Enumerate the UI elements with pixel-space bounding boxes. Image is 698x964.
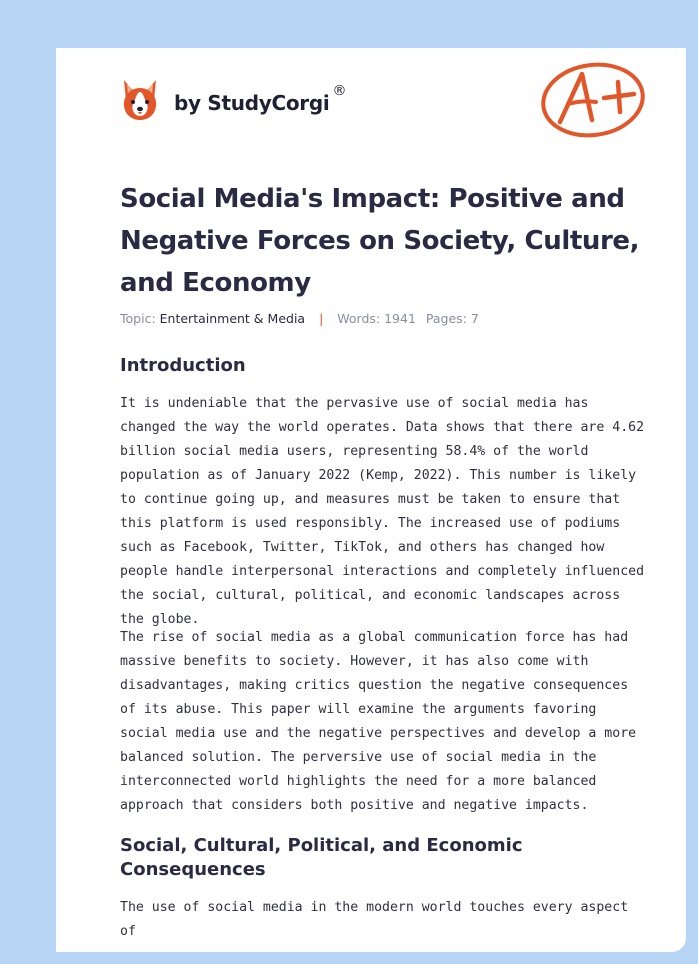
document-page <box>56 48 686 952</box>
corgi-icon <box>120 78 160 122</box>
a-plus-icon <box>538 58 648 140</box>
meta-separator: | <box>319 311 324 326</box>
paragraph: It is undeniable that the pervasive use of social media has changed the way the world operates. Data shows that there are 4.62 billion social media users, representing 58.4% of the world population as of January 2022 (Kemp, 2022). This number is likely to continue going up, and measures must be taken to ensure that this platform is used responsibly. The increased use of podiums such as Facebook, Twitter, TikTok, and others has changed how people handle interpersonal interactions and completely influenced the social, cultural, political, and economic landscapes across the globe. <box>120 396 645 627</box>
pages-count: 7 <box>470 311 479 326</box>
words-label: Words: <box>337 311 381 326</box>
words-count: 1941 <box>384 311 416 326</box>
page-title: Social Media's Impact: Positive and Negative Forces on Society, Culture, and Economy <box>120 184 640 298</box>
document-meta <box>120 311 479 326</box>
brand-name-text: by StudyCorgi <box>174 91 330 115</box>
paragraph: The use of social media in the modern world touches every aspect of <box>120 900 629 939</box>
brand-header[interactable] <box>120 76 346 124</box>
brand-name <box>174 83 347 115</box>
pages-label: Pages: <box>425 311 467 326</box>
section-heading-introduction: Introduction <box>120 355 246 376</box>
topic-link[interactable]: Entertainment & Media <box>159 311 306 326</box>
topic-label: Topic: <box>120 311 156 326</box>
section-heading-consequences: Social, Cultural, Political, and Economic Consequences <box>120 835 523 880</box>
registered-mark: ® <box>332 83 347 99</box>
paragraph: The rise of social media as a global communication force has had massive benefits to society. However, it has also come with disadvantages, making critics question the negative consequences of its abuse. This paper will examine the arguments favoring social media use and the negative perspectives and develop a more balanced solution. The perversive use of social media in the interconnected world highlights the need for a more balanced approach that considers both positive and negative impacts. <box>120 630 637 813</box>
